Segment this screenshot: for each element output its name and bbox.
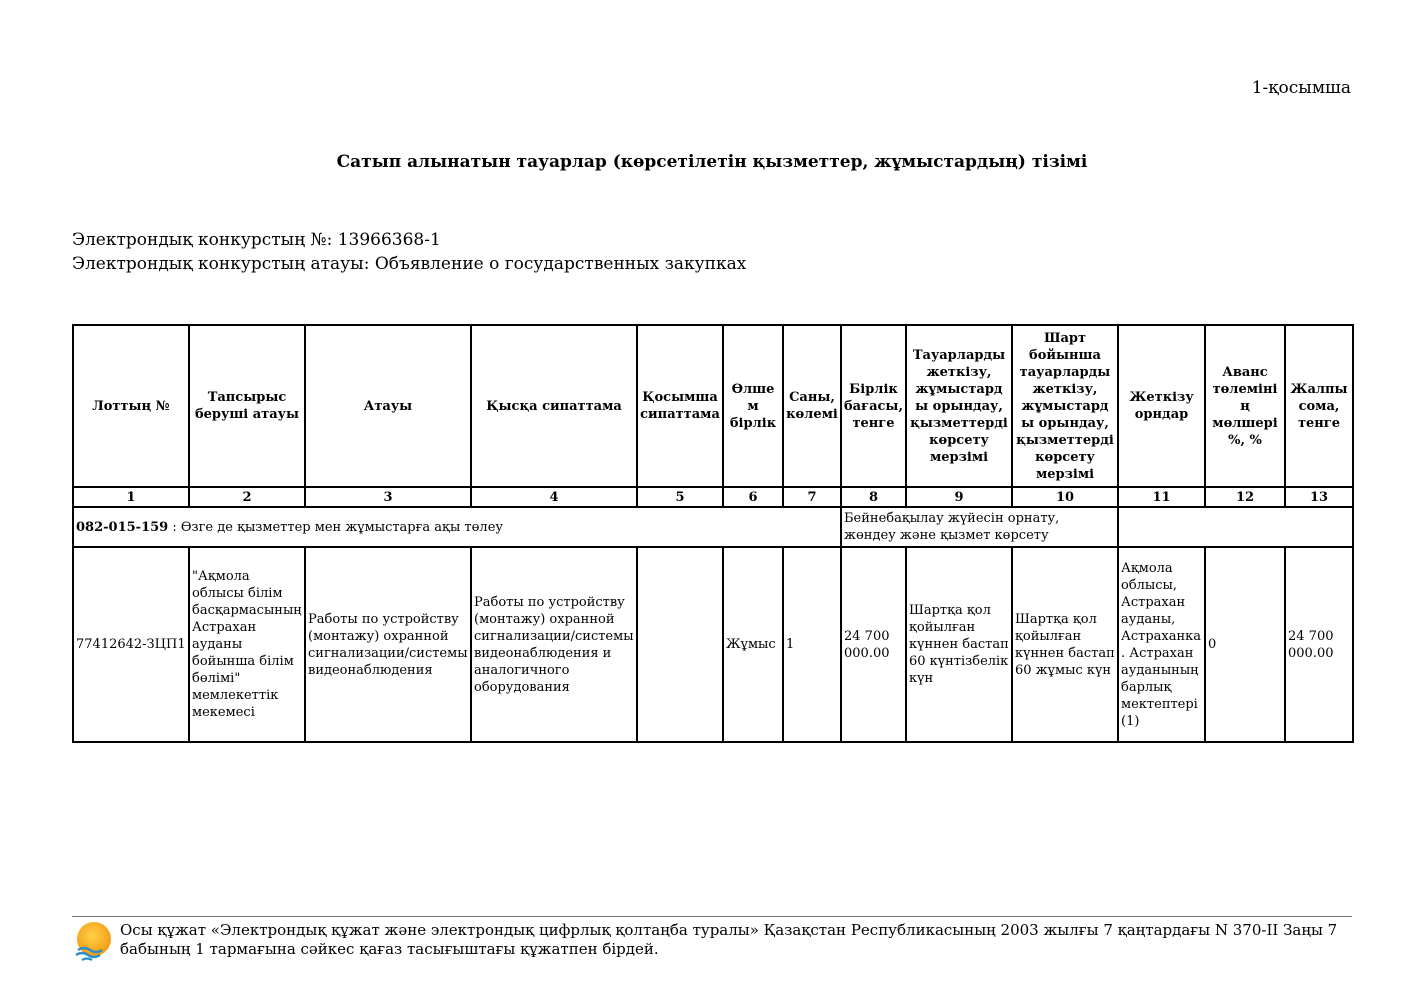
customer-name: "Ақмола облысы білім басқармасының Астрахан ауданы бойынша білім бөлімі" мемлекеттік мекемесі — [189, 547, 305, 742]
table-header-row — [73, 325, 1353, 487]
budget-program-code: 082-015-159 — [76, 519, 169, 535]
column-number: 12 — [1205, 487, 1285, 507]
column-number: 4 — [471, 487, 637, 507]
delivery-term: Шартқа қол қойылған күннен бастап 60 күнтізбелік күн — [906, 547, 1012, 742]
footer — [72, 920, 1352, 962]
column-number: 2 — [189, 487, 305, 507]
header-lot-no: Лоттың № — [73, 325, 189, 487]
column-number: 13 — [1285, 487, 1353, 507]
header-unit: Өлшем бірлік — [723, 325, 783, 487]
header-contract-term: Шарт бойынша тауарларды жеткізу, жұмыстарды орындау, қызметтерді көрсету мерзімі — [1012, 325, 1118, 487]
delivery-place: Ақмола облысы, Астрахан ауданы, Астраханка. Астрахан ауданының барлық мектептері (1) — [1118, 547, 1205, 742]
unit-price: 24 700 000.00 — [841, 547, 906, 742]
contest-number: Электрондық конкурстың №: 13966368-1 — [72, 230, 441, 250]
header-quantity: Саны, көлемі — [783, 325, 841, 487]
procurement-subject: Бейнебақылау жүйесін орнату, жөндеу және қызмет көрсету — [841, 507, 1118, 547]
column-number: 9 — [906, 487, 1012, 507]
short-description: Работы по устройству (монтажу) охранной сигнализации/системы видеонаблюдения и аналогичного оборудования — [471, 547, 637, 742]
header-advance-percent: Аванс төлемінің мөлшері %, % — [1205, 325, 1285, 487]
egov-seal-icon — [72, 920, 114, 962]
column-number: 3 — [305, 487, 471, 507]
header-customer: Тапсырыс беруші атауы — [189, 325, 305, 487]
quantity: 1 — [783, 547, 841, 742]
contest-info — [72, 228, 746, 276]
total-sum: 24 700 000.00 — [1285, 547, 1353, 742]
table-row — [73, 547, 1353, 742]
unit: Жұмыс — [723, 547, 783, 742]
header-delivery-place: Жеткізу орндар — [1118, 325, 1205, 487]
lot-number: 77412642-ЗЦП1 — [73, 547, 189, 742]
column-number: 8 — [841, 487, 906, 507]
advance-percent: 0 — [1205, 547, 1285, 742]
column-numbers-row — [73, 487, 1353, 507]
group-empty-cell — [1118, 507, 1353, 547]
column-number: 10 — [1012, 487, 1118, 507]
additional-description — [637, 547, 723, 742]
budget-group-row — [73, 507, 1353, 547]
contest-name: Электрондық конкурстың атауы: Объявление о государственных закупках — [72, 254, 747, 274]
lots-table — [72, 324, 1354, 743]
header-name: Атауы — [305, 325, 471, 487]
column-number: 11 — [1118, 487, 1205, 507]
header-short-description: Қысқа сипаттама — [471, 325, 637, 487]
column-number: 1 — [73, 487, 189, 507]
column-number: 5 — [637, 487, 723, 507]
appendix-label: 1-қосымша — [1251, 78, 1351, 98]
header-additional-description: Қосымша сипаттама — [637, 325, 723, 487]
budget-program-name: : Өзге де қызметтер мен жұмыстарға ақы төлеу — [168, 519, 504, 535]
legal-notice: Осы құжат «Электрондық құжат және электрондық цифрлық қолтаңба туралы» Қазақстан Республикасының 2003 жылғы 7 қаңтардағы N 370-II Заңы 7 бабының 1 тармағына сәйкес қағаз тасығыштағы құжатпен бірдей. — [120, 921, 1338, 958]
contract-term: Шартқа қол қойылған күннен бастап 60 жұмыс күн — [1012, 547, 1118, 742]
column-number: 7 — [783, 487, 841, 507]
header-total-sum: Жалпы сома, тенге — [1285, 325, 1353, 487]
header-delivery-term: Тауарларды жеткізу, жұмыстарды орындау, қызметтерді көрсету мерзімі — [906, 325, 1012, 487]
budget-program-cell — [73, 507, 841, 547]
column-number: 6 — [723, 487, 783, 507]
item-name: Работы по устройству (монтажу) охранной сигнализации/системы видеонаблюдения — [305, 547, 471, 742]
footer-divider — [72, 916, 1352, 917]
header-unit-price: Бірлік бағасы, тенге — [841, 325, 906, 487]
document-title: Сатып алынатын тауарлар (көрсетілетін қызметтер, жұмыстардың) тізімі — [336, 152, 1088, 172]
